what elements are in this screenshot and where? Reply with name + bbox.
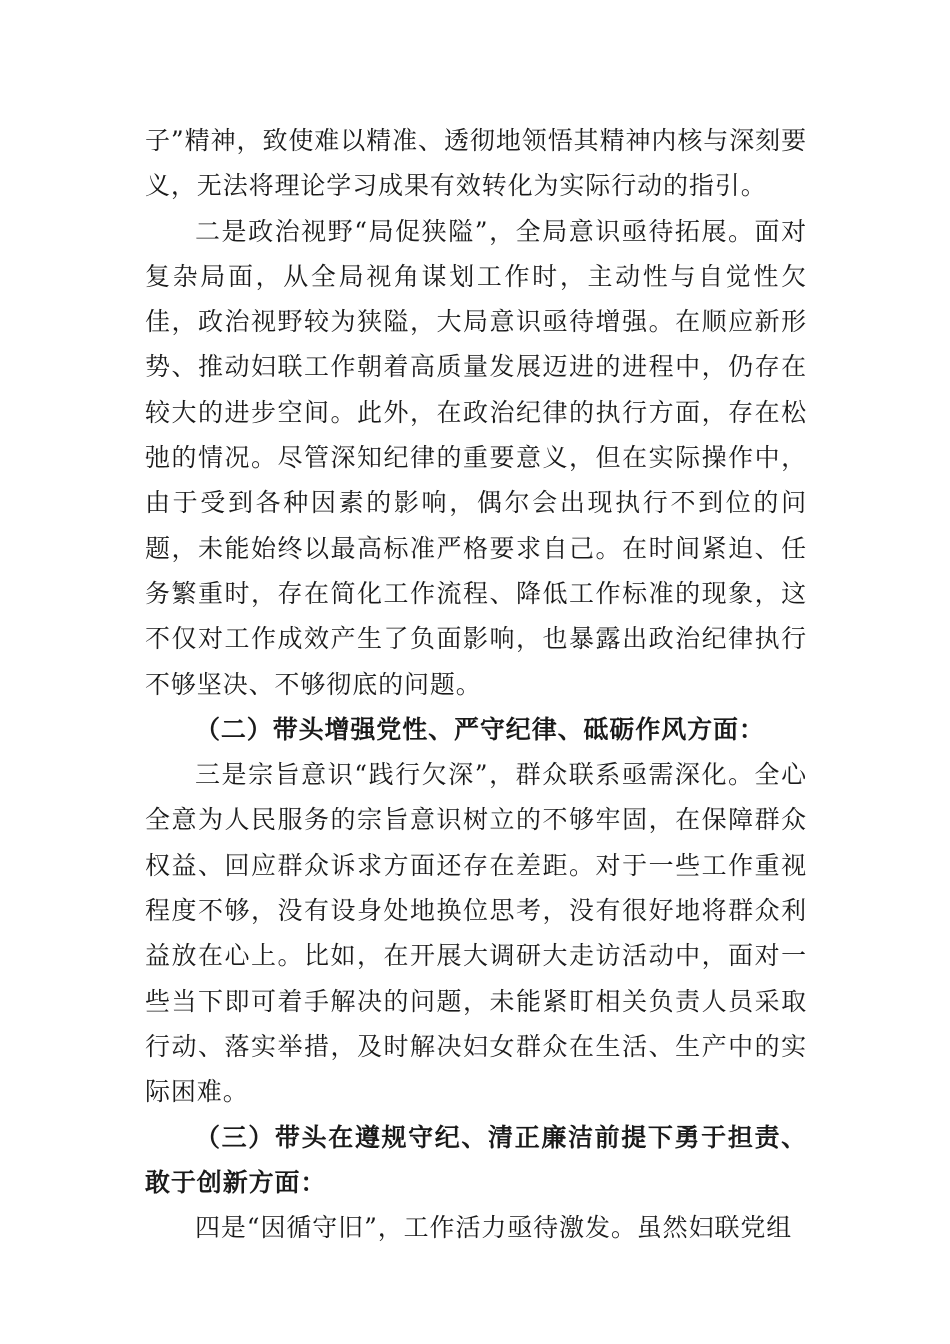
paragraph-purpose-awareness: 三是宗旨意识“践行欠深”，群众联系亟需深化。全心全意为人民服务的宗旨意识树立的不够牢固，在保障群众权益、回应群众诉求方面还存在差距。对于一些工作重视程度不够，没有设身处地换位思考，没有很好地将群众利益放在心上。比如，在开展大调研大走访活动中，面对一些当下即可着手解决的问题，未能紧盯相关负责人员采取行动、落实举措，及时解决妇女群众在生活、生产中的实际困难。: [145, 760, 807, 1107]
paragraph-conservatism: 四是“因循守旧”，工作活力亟待激发。虽然妇联党组: [195, 1213, 793, 1243]
paragraph-continuation: 子”精神，致使难以精准、透彻地领悟其精神内核与深刻要义，无法将理论学习成果有效转化为实际行动的指引。: [145, 126, 807, 201]
document-body: [145, 118, 807, 1250]
paragraph-political-vision: 二是政治视野“局促狭隘”，全局意识亟待拓展。面对复杂局面，从全局视角谋划工作时，主动性与自觉性欠佳，政治视野较为狭隘，大局意识亟待增强。在顺应新形势、推动妇联工作朝着高质量发展迈进的进程中，仍存在较大的进步空间。此外，在政治纪律的执行方面，存在松弛的情况。尽管深知纪律的重要意义，但在实际操作中，由于受到各种因素的影响，偶尔会出现执行不到位的问题，未能始终以最高标准严格要求自己。在时间紧迫、任务繁重时，存在简化工作流程、降低工作标准的现象，这不仅对工作成效产生了负面影响，也暴露出政治纪律执行不够坚决、不够彻底的问题。: [145, 216, 807, 699]
section-heading-3: （三）带头在遵规守纪、清正廉洁前提下勇于担责、敢于创新方面：: [145, 1122, 807, 1197]
section-heading-2: （二）带头增强党性、严守纪律、砥砺作风方面：: [195, 714, 765, 744]
